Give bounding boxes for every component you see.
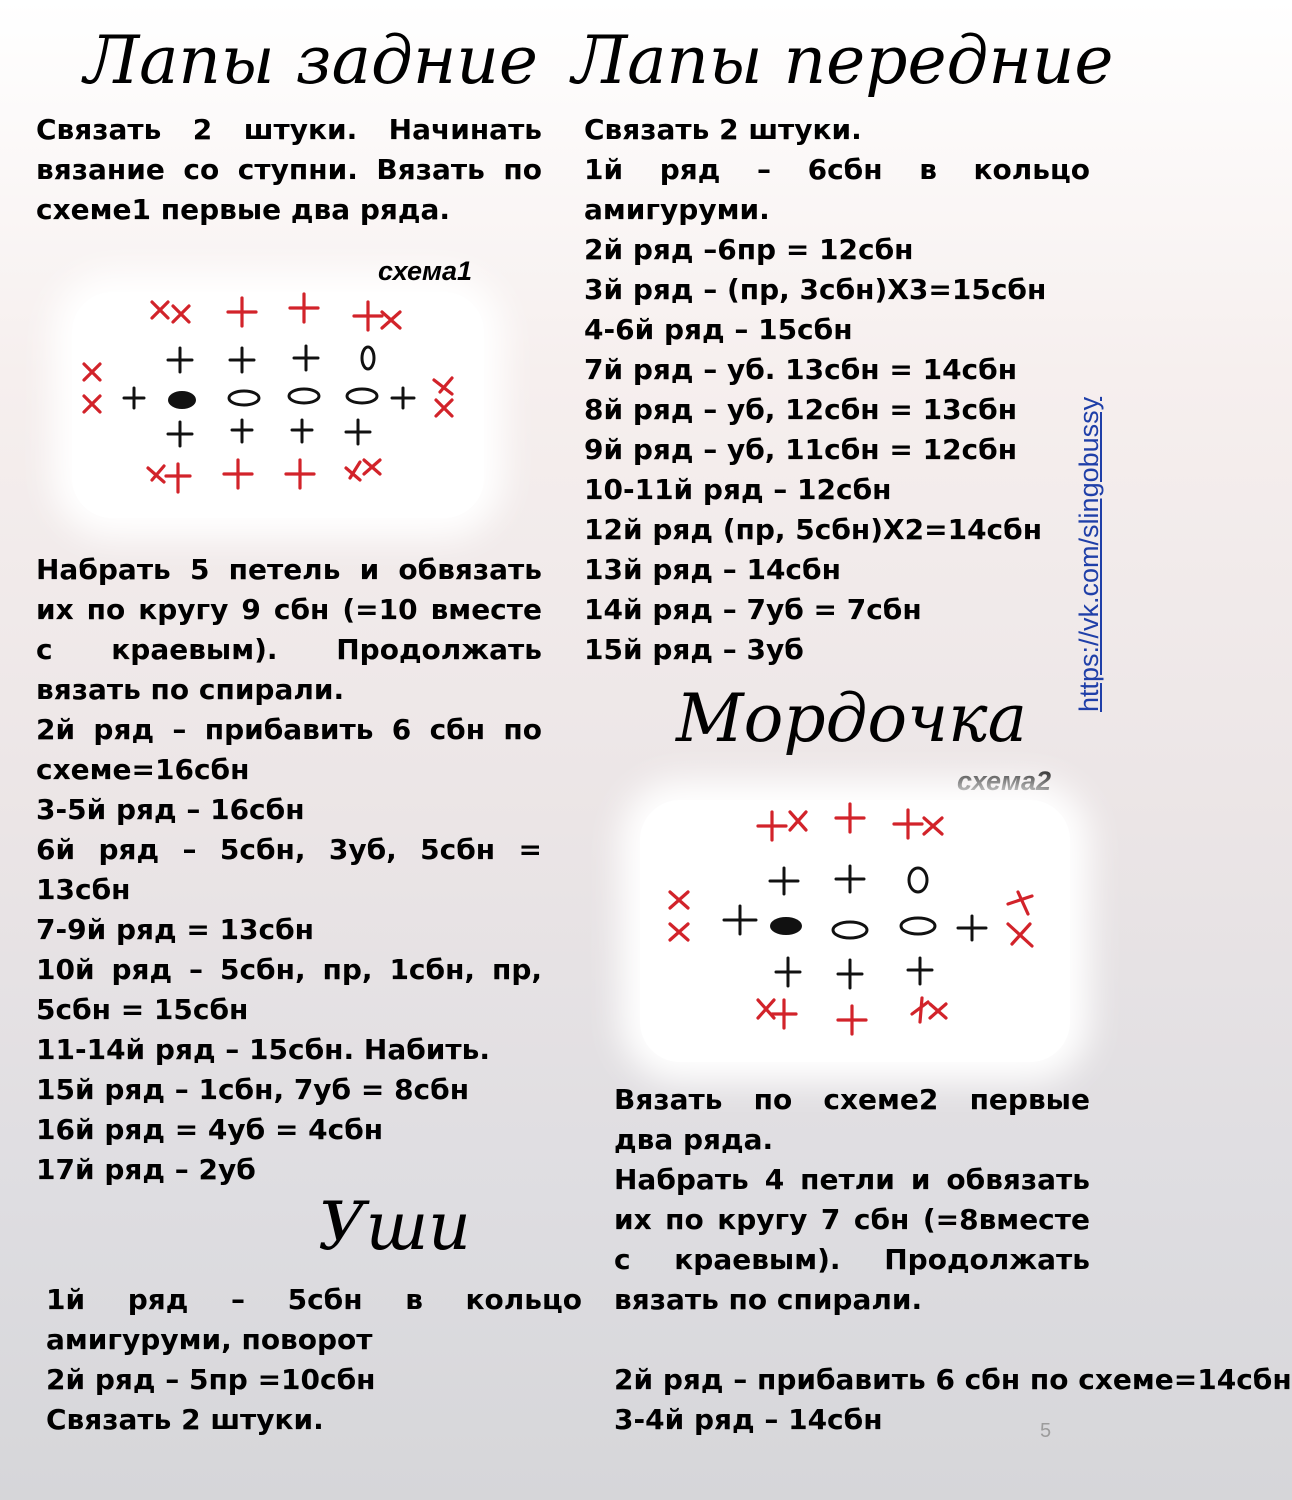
front-paws-row: Связать 2 штуки.: [584, 113, 862, 146]
front-paws-row: 12й ряд (пр, 5сбн)Х2=14сбн: [584, 513, 1043, 546]
hind-paws-intro: Связать 2 штуки. Начинать вязание со ступни. Вязать по схеме1 первые два ряда.: [36, 113, 542, 226]
scheme1-fourth-row: [168, 420, 370, 446]
front-paws-title: Лапы передние: [572, 22, 1114, 99]
hind-paws-start: Набрать 5 петель и обвязать их по кругу 9 сбн (=10 вместе с краевым). Продолжать вязать по спирали.: [36, 553, 542, 706]
scheme1-bottom-row-increases: [148, 460, 380, 492]
scheme2-middle-row: [724, 906, 986, 940]
front-paws-rows: [584, 110, 1090, 670]
front-paws-row: 14й ряд – 7уб = 7сбн: [584, 593, 922, 626]
scheme1-top-row-increases: [152, 294, 400, 330]
hind-paws-row: 2й ряд – прибавить 6 сбн по схеме=16сбн: [36, 713, 542, 786]
front-paws-row: 3й ряд – (пр, 3сбн)Х3=15сбн: [584, 273, 1047, 306]
scheme2-second-row: [770, 866, 927, 894]
muzzle-rows: [614, 1360, 1292, 1440]
muzzle-row: 3-4й ряд – 14сбн: [614, 1403, 883, 1436]
scheme1-left-increases: [84, 364, 100, 412]
muzzle-start: Набрать 4 петли и обвязать их по кругу 7 сбн (=8вместе с краевым). Продолжать вязать по спирали.: [614, 1163, 1090, 1316]
front-paws-row: 4-6й ряд – 15сбн: [584, 313, 853, 346]
front-paws-row: 10-11й ряд – 12сбн: [584, 473, 892, 506]
scheme1-diagram: [72, 292, 484, 518]
vk-watermark-link[interactable]: https://vk.com/slingobussy: [1074, 396, 1104, 712]
front-paws-row: 15й ряд – 3уб: [584, 633, 804, 666]
scheme2-fourth-row: [776, 958, 932, 988]
scheme1-symbols: [72, 292, 484, 518]
scheme1-caption: схема1: [378, 256, 473, 286]
ears-row: 1й ряд – 5сбн в кольцо амигуруми, поворот: [46, 1283, 582, 1356]
scheme2-diagram: [640, 800, 1070, 1062]
ears-title: Уши: [318, 1188, 471, 1265]
hind-paws-row: 11-14й ряд – 15сбн. Набить.: [36, 1033, 490, 1066]
scheme2-bottom-row-increases: [758, 998, 946, 1034]
scheme1-right-increases: [434, 378, 452, 416]
front-paws-row: 13й ряд – 14сбн: [584, 553, 841, 586]
ears-row: Связать 2 штуки.: [46, 1403, 324, 1436]
front-paws-row: 9й ряд – уб, 11сбн = 12сбн: [584, 433, 1018, 466]
scheme1-middle-row: [124, 388, 414, 409]
hind-paws-row: 15й ряд – 1сбн, 7уб = 8сбн: [36, 1073, 470, 1106]
scheme2-right-increases: [1008, 892, 1032, 946]
front-paws-row: 8й ряд – уб, 12сбн = 13сбн: [584, 393, 1018, 426]
hind-paws-row: 10й ряд – 5сбн, пр, 1сбн, пр, 5сбн = 15сбн: [36, 953, 542, 1026]
scheme2-left-increases: [670, 892, 688, 940]
muzzle-row: 2й ряд – прибавить 6 сбн по схеме=14сбн: [614, 1363, 1292, 1396]
front-paws-row: 2й ряд –6пр = 12сбн: [584, 233, 914, 266]
scheme2-symbols: [640, 800, 1070, 1062]
scheme2-caption: схема2: [957, 766, 1052, 796]
ears-rows: [46, 1280, 582, 1440]
hind-paws-title: Лапы задние: [84, 22, 538, 99]
page-number: 5: [1040, 1420, 1052, 1442]
hind-paws-rows: [36, 710, 542, 1190]
scheme2-top-row-increases: [758, 804, 942, 840]
hind-paws-row: 16й ряд = 4уб = 4сбн: [36, 1113, 384, 1146]
hind-paws-row: 7-9й ряд = 13сбн: [36, 913, 315, 946]
front-paws-row: 7й ряд – уб. 13сбн = 14сбн: [584, 353, 1018, 386]
ears-row: 2й ряд – 5пр =10сбн: [46, 1363, 376, 1396]
hind-paws-row: 17й ряд – 2уб: [36, 1153, 256, 1186]
hind-paws-row: 3-5й ряд – 16сбн: [36, 793, 305, 826]
hind-paws-row: 6й ряд – 5сбн, 3уб, 5сбн = 13сбн: [36, 833, 542, 906]
scheme1-second-row: [168, 346, 374, 372]
muzzle-intro: Вязать по схеме2 первые два ряда.: [614, 1083, 1090, 1156]
muzzle-title: Мордочка: [676, 680, 1027, 757]
front-paws-row: 1й ряд – 6сбн в кольцо амигуруми.: [584, 153, 1090, 226]
